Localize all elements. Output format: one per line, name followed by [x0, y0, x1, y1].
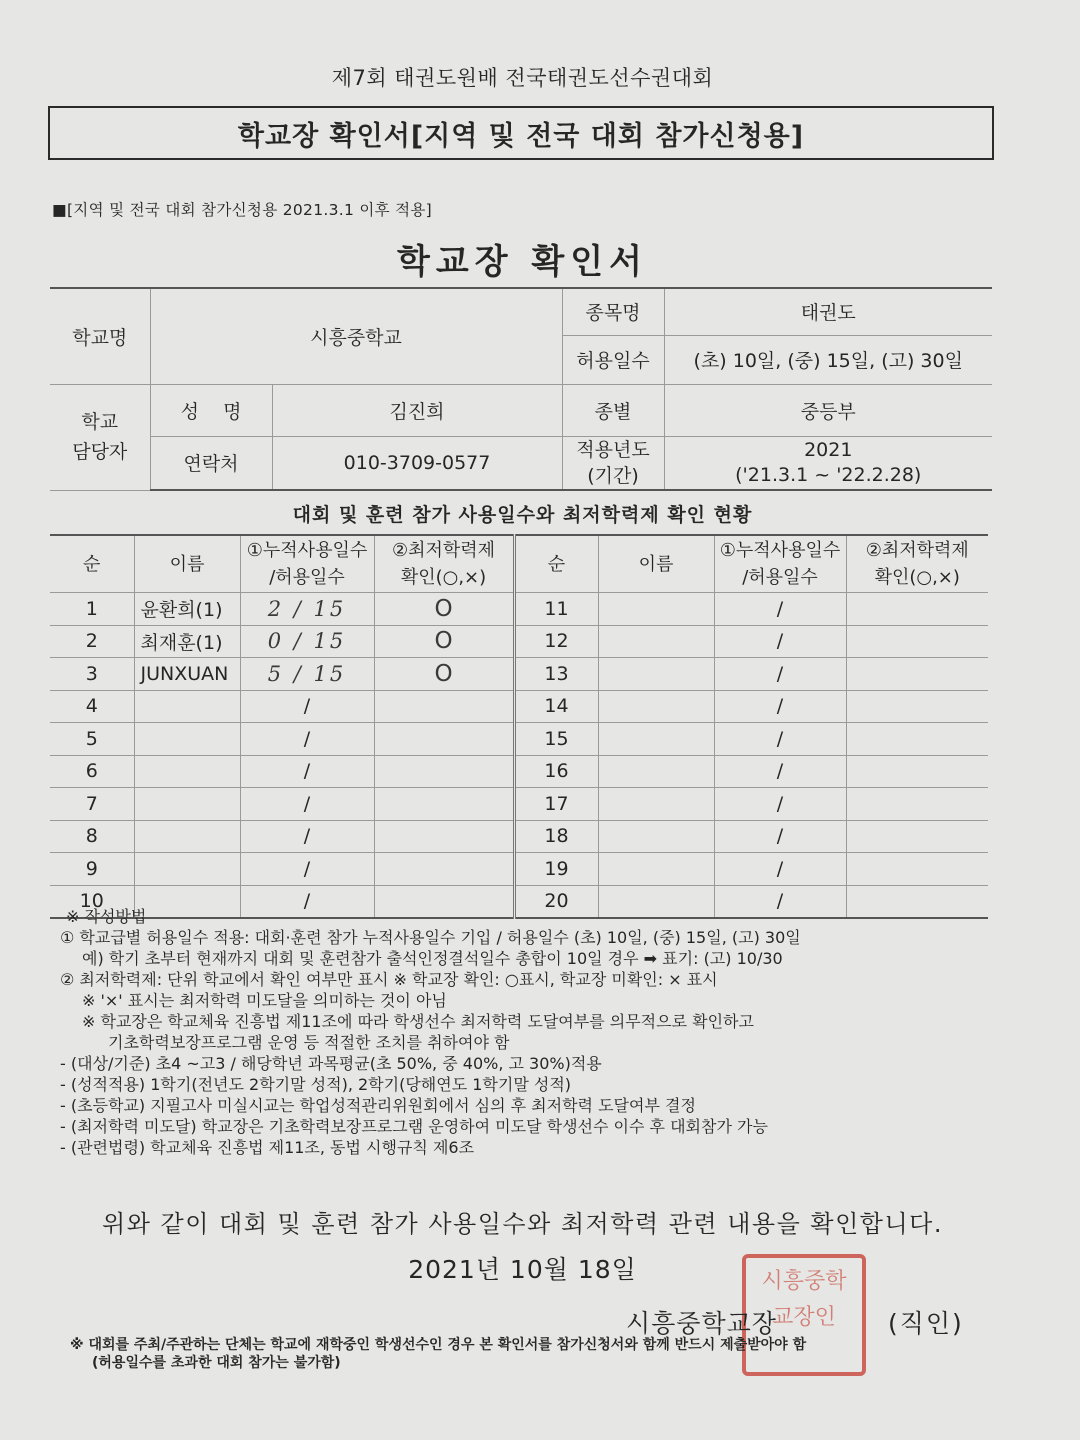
seal-text: 시흥중학교장인 — [761, 1269, 847, 1330]
method-line-7: - (대상/기준) 초4 ~고3 / 해당학년 과목평균(초 50%, 중 40%, 고 30%)적용 — [60, 1054, 602, 1073]
seal-label: (직인) — [888, 1309, 964, 1338]
header-days-2: ①누적사용일수 /허용일수 — [714, 535, 846, 593]
academic-check — [846, 690, 988, 723]
method-line-10: - (최저학력 미도달) 학교장은 기초학력보장프로그램 운영하여 미도달 학생선수 이수 후 대회참가 가능 — [60, 1117, 768, 1136]
apply-year-period: ('21.3.1 ~ '22.2.28) — [735, 463, 922, 486]
row-number: 4 — [50, 690, 134, 723]
academic-check — [374, 820, 514, 853]
contact-phone-label: 연락처 — [150, 436, 272, 490]
row-number: 1 — [50, 593, 134, 626]
method-line-9: - (초등학교) 지필고사 미실시교는 학업성적관리위원회에서 심의 후 최저학력 도달여부 결정 — [60, 1096, 696, 1115]
days-used: / — [240, 723, 374, 756]
footer-line-1: ※ 대회를 주최/주관하는 단체는 학교에 재학중인 학생선수인 경우 본 확인서를 참가신청서와 함께 반드시 제출받아야 함 — [70, 1337, 807, 1353]
academic-check — [374, 723, 514, 756]
student-name — [598, 625, 714, 658]
days-used: / — [714, 625, 846, 658]
days-used: / — [240, 788, 374, 821]
method-line-5: ※ 학교장은 학교체육 진흥법 제11조에 따라 학생선수 최저학력 도달여부를 의무적으로 확인하고 — [82, 1012, 754, 1031]
method-line-4: ※ '×' 표시는 최저학력 미도달을 의미하는 것이 아님 — [82, 991, 447, 1010]
issue-date: 2021년 10월 18일 — [408, 1255, 637, 1284]
student-name — [134, 853, 240, 886]
student-name: 최재훈(1) — [134, 625, 240, 658]
academic-check — [374, 658, 514, 691]
writing-instructions — [60, 906, 990, 1158]
days-used — [240, 658, 374, 691]
days-used: / — [240, 853, 374, 886]
table-row — [50, 723, 988, 756]
banner-title: 학교장 확인서[지역 및 전국 대회 참가신청용] — [48, 106, 994, 160]
academic-check — [846, 788, 988, 821]
academic-check — [846, 755, 988, 788]
student-name — [134, 788, 240, 821]
academic-check — [846, 658, 988, 691]
header-name-2: 이름 — [598, 535, 714, 593]
days-used: / — [714, 593, 846, 626]
header-name: 이름 — [134, 535, 240, 593]
days-used: / — [714, 820, 846, 853]
academic-check — [374, 788, 514, 821]
contact-name-label: 성 명 — [150, 384, 272, 436]
header-no-2: 순 — [514, 535, 598, 593]
header-days: ①누적사용일수 /허용일수 — [240, 535, 374, 593]
student-name — [134, 723, 240, 756]
student-name — [598, 820, 714, 853]
days-used: / — [240, 820, 374, 853]
student-name — [598, 658, 714, 691]
allowed-days-value: (초) 10일, (중) 15일, (고) 30일 — [664, 335, 992, 384]
table-row — [50, 593, 988, 626]
academic-check — [846, 723, 988, 756]
row-number: 10 — [50, 885, 134, 918]
student-name — [598, 755, 714, 788]
school-info-table — [50, 287, 992, 491]
apply-year-cell — [664, 436, 992, 490]
header-academic: ②최저학력제 확인(○,×) — [374, 535, 514, 593]
apply-year-label: 적용년도 (기간) — [562, 436, 664, 490]
days-used: / — [240, 755, 374, 788]
contact-phone-value: 010-3709-0577 — [272, 436, 562, 490]
handwritten-check: O — [434, 595, 453, 622]
student-name — [598, 593, 714, 626]
row-number: 15 — [514, 723, 598, 756]
table-header-row — [50, 535, 988, 593]
school-name-label: 학교명 — [50, 288, 150, 384]
row-number: 6 — [50, 755, 134, 788]
handwritten-days: 5 / 15 — [267, 661, 347, 686]
row-number: 14 — [514, 690, 598, 723]
row-number: 12 — [514, 625, 598, 658]
footer-note — [70, 1336, 990, 1372]
contact-group-label: 학교 담당자 — [50, 384, 150, 490]
footer-line-2: (허용일수를 초과한 대회 참가는 불가함) — [92, 1355, 341, 1371]
row-number: 19 — [514, 853, 598, 886]
division-value: 중등부 — [664, 384, 992, 436]
student-name: 윤환희(1) — [134, 593, 240, 626]
academic-check — [846, 853, 988, 886]
handwritten-days: 0 / 15 — [267, 629, 347, 654]
academic-check — [846, 820, 988, 853]
academic-check — [374, 593, 514, 626]
student-name — [598, 690, 714, 723]
table-row — [50, 820, 988, 853]
table-row — [50, 853, 988, 886]
table-row — [50, 755, 988, 788]
handwritten-check: O — [434, 628, 453, 655]
days-used: / — [714, 690, 846, 723]
student-name — [134, 820, 240, 853]
row-number: 11 — [514, 593, 598, 626]
academic-check — [374, 690, 514, 723]
header-no: 순 — [50, 535, 134, 593]
days-used — [240, 625, 374, 658]
method-line-1: ① 학교급별 허용일수 적용: 대회·훈련 참가 누적사용일수 기입 / 허용일수 (초) 10일, (중) 15일, (고) 30일 — [60, 928, 801, 947]
status-heading: 대회 및 훈련 참가 사용일수와 최저학력제 확인 현황 — [292, 504, 753, 526]
days-used: / — [714, 658, 846, 691]
student-name — [598, 853, 714, 886]
method-line-3: ② 최저학력제: 단위 학교에서 확인 여부만 표시 ※ 학교장 확인: ○표시, 학교장 미확인: × 표시 — [60, 970, 718, 989]
applicability-note: ■[지역 및 전국 대회 참가신청용 2021.3.1 이후 적용] — [52, 201, 433, 219]
student-name — [598, 723, 714, 756]
participation-table — [50, 534, 988, 919]
academic-check — [374, 853, 514, 886]
row-number: 20 — [514, 885, 598, 918]
method-line-11: - (관련법령) 학교체육 진흥법 제11조, 동법 시행규칙 제6조 — [60, 1138, 475, 1157]
academic-check — [846, 625, 988, 658]
handwritten-days: 2 / 15 — [267, 596, 347, 621]
method-line-6: 기초학력보장프로그램 운영 등 적절한 조치를 취하여야 함 — [108, 1033, 510, 1052]
method-line-8: - (성적적용) 1학기(전년도 2학기말 성적), 2학기(당해연도 1학기말 성적) — [60, 1075, 572, 1094]
apply-year-value: 2021 — [804, 438, 853, 461]
table-row — [50, 625, 988, 658]
table-row — [50, 658, 988, 691]
table-row — [50, 788, 988, 821]
row-number: 8 — [50, 820, 134, 853]
row-number: 7 — [50, 788, 134, 821]
days-used: / — [714, 853, 846, 886]
days-used: / — [714, 755, 846, 788]
document-title: 학교장 확인서 — [397, 242, 648, 282]
division-label: 종별 — [562, 384, 664, 436]
row-number: 17 — [514, 788, 598, 821]
student-name — [598, 788, 714, 821]
days-used: / — [714, 885, 846, 918]
row-number: 16 — [514, 755, 598, 788]
principal-signature: 시흥중학교장 — [626, 1309, 777, 1338]
academic-check — [374, 755, 514, 788]
handwritten-check: O — [434, 660, 453, 687]
row-number: 2 — [50, 625, 134, 658]
row-number: 13 — [514, 658, 598, 691]
days-used: / — [714, 788, 846, 821]
student-name: JUNXUAN — [134, 658, 240, 691]
row-number: 9 — [50, 853, 134, 886]
student-name — [134, 690, 240, 723]
school-name-value: 시흥중학교 — [150, 288, 562, 384]
days-used: / — [240, 690, 374, 723]
confirmation-statement: 위와 같이 대회 및 훈련 참가 사용일수와 최저학력 관련 내용을 확인합니다. — [102, 1210, 943, 1238]
event-title: 제7회 태권도원배 전국태권도선수권대회 — [331, 66, 714, 90]
row-number: 5 — [50, 723, 134, 756]
student-name — [134, 755, 240, 788]
method-line-2: 예) 학기 초부터 현재까지 대회 및 훈련참가 출석인정결석일수 총합이 10일 경우 ➡ 표기: (고) 10/30 — [82, 949, 783, 968]
method-title: ※ 작성방법 — [66, 907, 147, 926]
event-label: 종목명 — [562, 288, 664, 335]
row-number: 3 — [50, 658, 134, 691]
days-used: / — [240, 885, 374, 918]
table-row — [50, 690, 988, 723]
academic-check — [846, 593, 988, 626]
event-value: 태권도 — [664, 288, 992, 335]
header-academic-2: ②최저학력제 확인(○,×) — [846, 535, 988, 593]
days-used — [240, 593, 374, 626]
days-used: / — [714, 723, 846, 756]
row-number: 18 — [514, 820, 598, 853]
allowed-days-label: 허용일수 — [562, 335, 664, 384]
contact-name-value: 김진희 — [272, 384, 562, 436]
academic-check — [374, 625, 514, 658]
